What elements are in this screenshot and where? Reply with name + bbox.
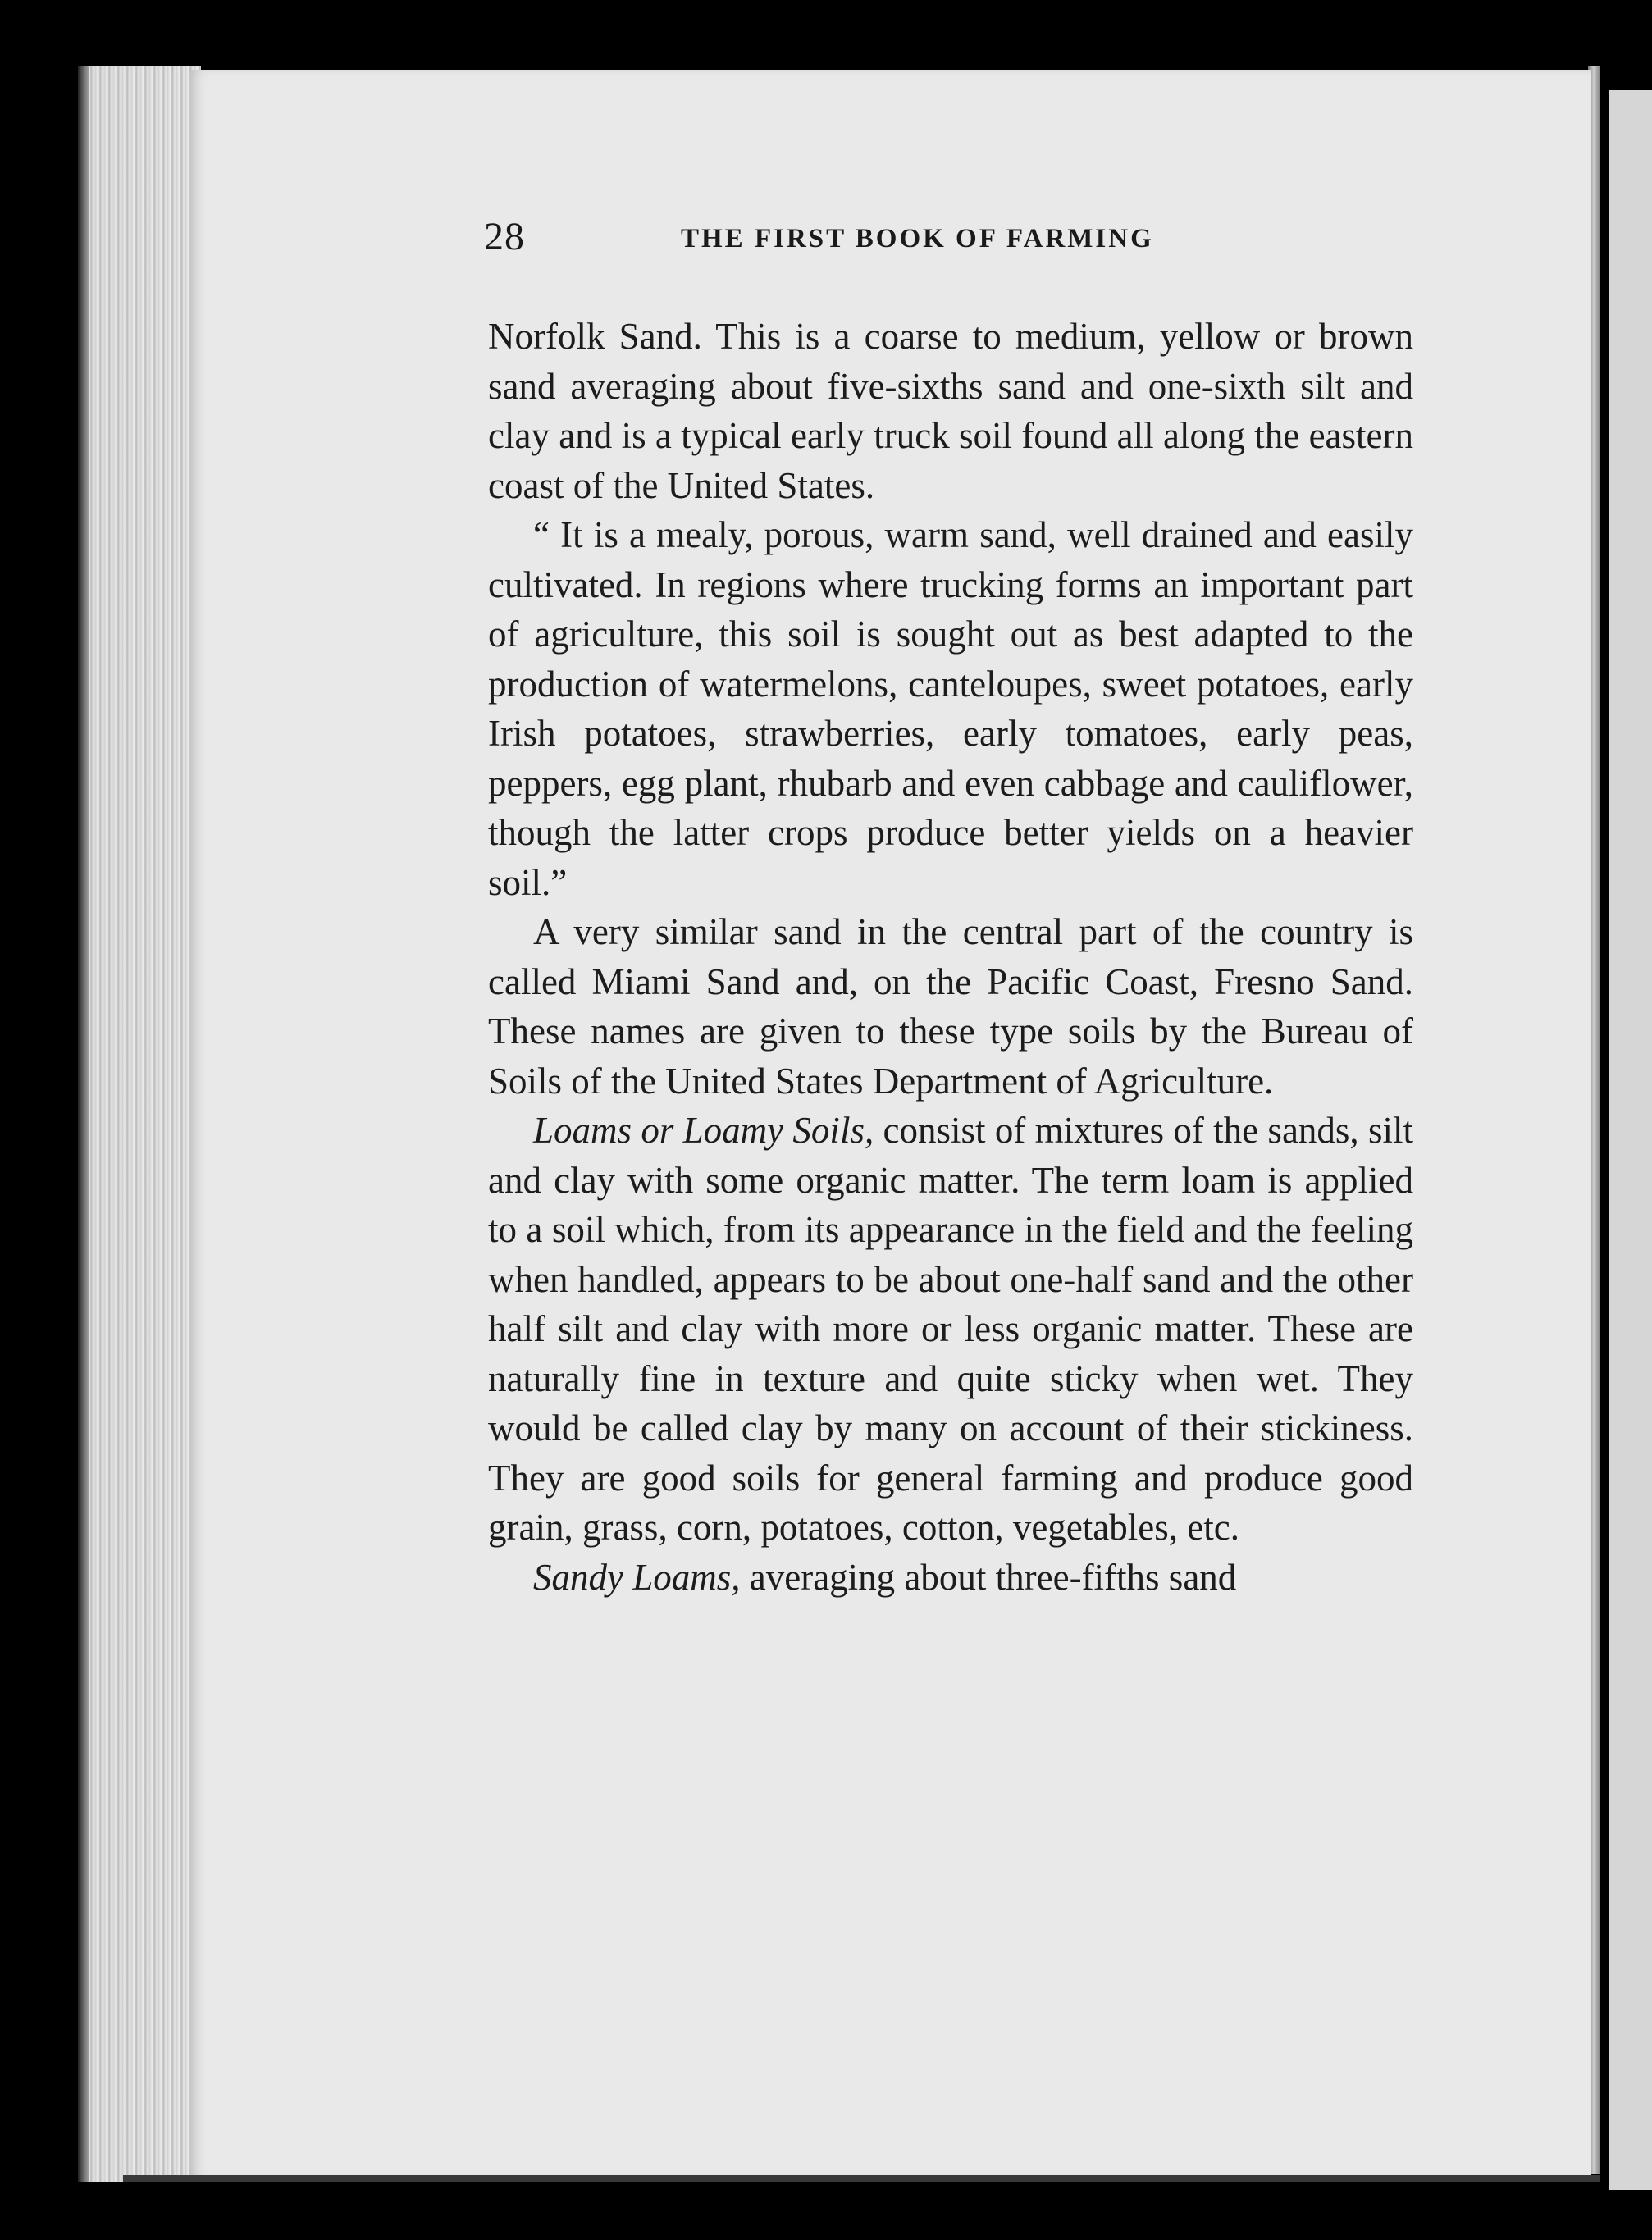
paragraph-loams xyxy=(488,1106,1413,1553)
paragraph-text: averaging about three-fifths sand xyxy=(740,1556,1237,1598)
page-stack-edge xyxy=(78,66,201,2182)
paragraph-quotation xyxy=(488,510,1413,907)
paragraph-norfolk-sand xyxy=(488,312,1413,510)
paragraph-lead-term: Sandy Loams, xyxy=(533,1556,741,1598)
paragraph-sandy-loams xyxy=(488,1553,1413,1603)
running-head: THE FIRST BOOK OF FARMING xyxy=(681,224,1154,253)
paragraph-text: Norfolk Sand. This is a coarse to medium, yellow or brown sand averaging about five-sixths sand and one-sixth silt and clay and is a typical early truck soil found all along the eastern coast of the United States. xyxy=(488,316,1413,506)
page-body xyxy=(488,312,1413,1602)
page-bottom-edge xyxy=(123,2175,1600,2182)
paragraph-text: “ It is a mealy, porous, warm sand, well drained and easily cultivated. In regions where trucking forms an important part of agriculture, this soil is sought out as best adapted to the production of watermelons, canteloupes, sweet potatoes, early Irish potatoes, strawberries, early tomatoes, early peas, peppers, egg plant, rhubarb and even cabbage and cauliflower, though the latter crops produce better yields on a heavier soil.” xyxy=(488,514,1413,903)
paragraph-text: consist of mixtures of the sands, silt and clay with some organic matter. The term loam is applied to a soil which, from its appearance in the field and the feeling when handled, appears to be about one-half sand and the other half silt and clay with more or less organic matter. These are naturally fine in texture and quite sticky when wet. They would be called clay by many on account of their stickiness. They are good soils for general farming and produce good grain, grass, corn, potatoes, cotton, vegetables, etc. xyxy=(488,1110,1413,1548)
binding-shadow xyxy=(78,66,89,2182)
facing-page-sliver xyxy=(1609,90,1652,2190)
page-header xyxy=(484,209,1419,275)
paragraph-text: A very similar sand in the central part of the country is called Miami Sand and, on the Pacific Coast, Fresno Sand. These names are given to these type soils by the Bureau of Soils of the United States Department of Agriculture. xyxy=(488,911,1413,1102)
paragraph-lead-term: Loams or Loamy Soils, xyxy=(533,1110,874,1151)
page-number: 28 xyxy=(484,215,525,258)
paragraph-miami-sand xyxy=(488,907,1413,1106)
